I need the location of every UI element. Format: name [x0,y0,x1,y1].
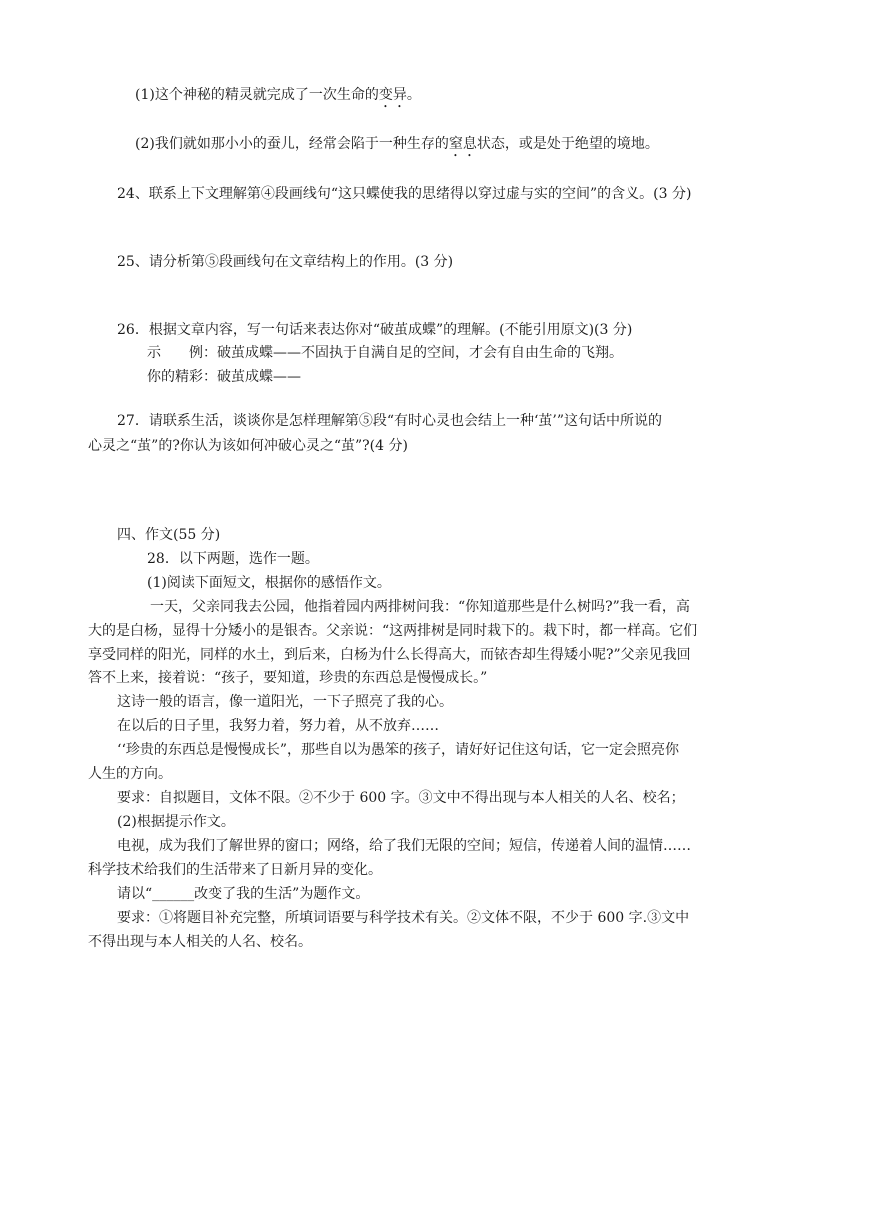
requirement-2-line-1: 要求：①将题目补充完整，所填词语要与科学技术有关。②文体不限，不少于 600 字.③文中 [117,910,690,926]
story-line-1: 一天，父亲同我去公园，他指着园内两排树问我：“你知道那些是什么树吗?”我一看，高 [150,599,690,615]
prompt-2-line-3: 请以“______改变了我的生活”为题作文。 [117,886,370,902]
prompt-2-line-2: 科学技术给我们的生活带来了日新月异的变化。 [88,862,382,878]
story-line-3: 享受同样的阳光，同样的水土，到后来，白杨为什么长得高大，而铱杏却生得矮小呢?”父亲见我回 [88,647,691,663]
emphasized-word: 变异 [378,87,407,103]
prompt-2-title: (2)根据提示作文。 [117,814,235,830]
line-s2: (2)我们就如那小小的蚕儿，经常会陷于一种生存的窒息状态，或是处于绝望的境地。 [135,136,659,152]
question-24: 24、联系上下文理解第④段画线句“这只蝶使我的思绪得以穿过虚与实的空间”的含义。(3 分) [117,186,692,202]
story-line-7: ‘‘珍贵的东西总是慢慢成长”，那些自以为愚笨的孩子，请好好记住这句话，它一定会照亮你 [117,742,680,758]
story-line-8: 人生的方向。 [88,766,172,782]
prompt-1-title: (1)阅读下面短文，根据你的感悟作文。 [147,575,391,591]
emphasized-word: 窒息 [448,136,477,152]
question-28: 28．以下两题，选作一题。 [147,551,319,567]
story-line-5: 这诗一般的语言，像一道阳光，一下子照亮了我的心。 [117,694,453,710]
question-26-yours: 你的精彩：破茧成蝶—— [147,369,301,385]
requirement-1: 要求：自拟题目，文体不限。②不少于 600 字。③文中不得出现与本人相关的人名、校名； [117,790,685,806]
question-25: 25、请分析第⑤段画线句在文章结构上的作用。(3 分) [117,254,454,270]
question-26: 26．根据文章内容，写一句话来表达你对“破茧成蝶”的理解。(不能引用原文)(3 分) [117,322,633,338]
requirement-2-line-2: 不得出现与本人相关的人名、校名。 [88,934,312,950]
question-27-line1: 27．请联系生活，谈谈你是怎样理解第⑤段“有时心灵也会结上一种‘茧’”这句话中所说的 [117,413,663,429]
line-s1: (1)这个神秘的精灵就完成了一次生命的变异。 [135,87,421,103]
story-line-6: 在以后的日子里，我努力着，努力着，从不放弃…… [117,718,439,734]
question-27-line2: 心灵之“茧”的?你认为该如何冲破心灵之“茧”?(4 分) [88,438,408,454]
essay-heading: 四、作文(55 分) [117,527,221,543]
question-26-example: 示 例：破茧成蝶——不固执于自满自足的空间，才会有自由生命的飞翔。 [147,345,623,361]
story-line-4: 答不上来，接着说：“孩子，要知道，珍贵的东西总是慢慢成长。” [88,670,488,686]
story-line-2: 大的是白杨，显得十分矮小的是银杏。父亲说：“这两排树是同时栽下的。栽下时，都一样高。它们 [88,623,698,639]
prompt-2-line-1: 电视，成为我们了解世界的窗口；网络，给了我们无限的空间；短信，传递着人间的温情…… [117,838,691,854]
